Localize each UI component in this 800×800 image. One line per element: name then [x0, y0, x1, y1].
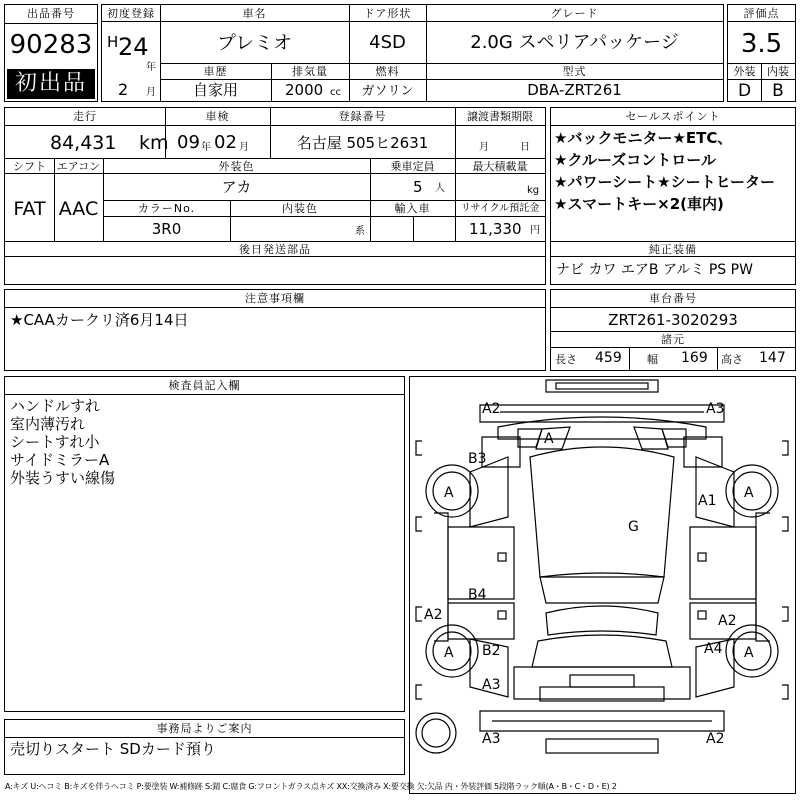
import-label: 輸入車: [394, 202, 431, 215]
office-value: 売切りスタート SDカード預り: [10, 740, 216, 758]
damage-mark: B3: [468, 451, 487, 467]
transfer-month-unit: 月: [479, 142, 489, 153]
score-value: 3.5: [740, 29, 783, 59]
inspector-note-line: ハンドルすれ: [10, 397, 101, 415]
damage-mark: A2: [718, 613, 737, 629]
length-label: 長さ: [555, 353, 577, 366]
first-reg-month-unit: 月: [146, 87, 156, 98]
capacity-unit: 人: [435, 183, 445, 194]
mileage-value: 84,431: [50, 132, 117, 154]
shift-label: シフト: [13, 160, 46, 173]
sales-point-line: ★スマートキー×2(車内): [554, 195, 724, 213]
transfer-day-unit: 日: [520, 142, 530, 153]
history-label: 車歴: [203, 65, 228, 78]
displacement-value: 2000: [285, 81, 324, 99]
damage-mark: A3: [482, 731, 501, 747]
damage-mark: B4: [468, 587, 487, 603]
inspector-box: [4, 376, 405, 712]
displacement-unit: cc: [330, 87, 341, 98]
ext-score: D: [737, 81, 752, 101]
int-color-unit: 系: [355, 226, 365, 237]
int-color-label: 内装色: [282, 202, 318, 215]
damage-mark: A4: [704, 641, 723, 657]
first-listing-badge: 初出品: [7, 69, 95, 99]
sales-point-line: ★クルーズコントロール: [554, 151, 716, 169]
grade-value: 2.0G スペリアパッケージ: [470, 32, 679, 53]
equipment-value: ナビ カワ エアB アルミ PS PW: [556, 262, 753, 278]
ext-score-label: 外装: [733, 65, 756, 78]
recycle-value: 11,330: [469, 220, 522, 238]
ext-color-label: 外装色: [218, 160, 255, 173]
inspection-month: 02: [214, 132, 237, 153]
plate-label: 登録番号: [338, 110, 387, 123]
damage-mark: A2: [706, 731, 725, 747]
chassis-label: 車台番号: [649, 292, 697, 305]
width-label: 幅: [647, 353, 658, 366]
car-name-value: プレミオ: [216, 32, 293, 54]
int-score-label: 内装: [767, 65, 789, 78]
model-value: DBA-ZRT261: [527, 81, 622, 99]
inspector-note-line: 室内薄汚れ: [10, 415, 86, 433]
office-label: 事務局よりご案内: [156, 722, 253, 735]
damage-mark: A: [744, 485, 754, 501]
ac-value: AAC: [58, 198, 99, 220]
inspector-label: 検査員記入欄: [168, 379, 241, 392]
int-score: B: [772, 81, 784, 101]
sales-box: [550, 107, 796, 285]
notes-box: [4, 289, 546, 371]
color-no-label: カラーNo.: [137, 202, 196, 215]
main-box: [101, 4, 724, 102]
sales-label: セールスポイント: [625, 110, 721, 123]
recycle-unit: 円: [530, 225, 540, 236]
lot-label: 出品番号: [27, 7, 75, 20]
damage-mark: B2: [482, 643, 501, 659]
first-reg-year: 24: [118, 33, 149, 61]
shift-value: FAT: [13, 198, 46, 220]
equipment-label: 純正装備: [649, 243, 697, 256]
damage-mark: G: [628, 519, 639, 535]
chassis-box: [550, 289, 796, 371]
door-value: 4SD: [369, 32, 406, 53]
load-label: 最大積載量: [472, 160, 528, 173]
damage-mark: A3: [482, 677, 501, 693]
door-label: ドア形状: [363, 7, 412, 20]
notes-value: ★CAAカークリ済6月14日: [10, 311, 189, 329]
capacity-label: 乗車定員: [390, 160, 435, 173]
height-label: 高さ: [721, 353, 743, 366]
fuel-value: ガソリン: [361, 84, 414, 99]
damage-mark: A: [444, 645, 454, 661]
model-label: 型式: [562, 65, 587, 78]
height-value: 147: [759, 350, 786, 366]
row2-box: [4, 107, 546, 285]
inspector-note-line: シートすれ小: [10, 433, 100, 451]
grade-label: グレード: [550, 7, 599, 20]
office-box: [4, 719, 405, 775]
first-reg-era: H: [107, 33, 119, 51]
damage-mark: A: [544, 431, 554, 447]
capacity-value: 5: [413, 178, 423, 196]
plate-value: 名古屋 505ヒ2631: [296, 134, 429, 152]
mileage-unit: km: [139, 132, 169, 154]
displacement-label: 排気量: [292, 65, 328, 78]
legend: A:キズ U:ヘコミ B:キズを伴うヘコミ P:要塗装 W:補修跡 S:錆 C:腐食 G:フロントガラス点キズ XX:交換済み X:要交換 欠:欠品 内・外装評価 5段階ラック順(A・B・C・D・E) 2: [5, 782, 617, 791]
history-value: 自家用: [192, 81, 238, 99]
first-reg-label: 初度登録: [107, 7, 155, 20]
car-name-label: 車名: [242, 7, 267, 20]
ext-color-value: アカ: [221, 178, 252, 196]
score-box: [727, 4, 796, 102]
ac-label: エアコン: [56, 160, 101, 173]
inspection-label: 車検: [205, 110, 230, 123]
damage-mark: A2: [482, 401, 501, 417]
sales-point-line: ★パワーシート★シートヒーター: [554, 173, 775, 191]
damage-mark: A: [444, 485, 454, 501]
later-parts-label: 後日発送部品: [239, 243, 311, 256]
transfer-label: 譲渡書類期限: [467, 110, 533, 123]
score-label: 評価点: [743, 7, 780, 20]
car-diagram: [410, 377, 794, 792]
sales-point-line: ★バックモニター★ETC、: [554, 129, 733, 147]
notes-label: 注意事項欄: [245, 292, 305, 305]
recycle-label: リサイクル預託金: [460, 203, 540, 214]
first-reg-year-unit: 年: [146, 62, 156, 73]
inspector-note-line: 外装うすい線傷: [10, 469, 116, 487]
damage-mark: A: [744, 645, 754, 661]
dims-label: 諸元: [661, 333, 685, 346]
chassis-value: ZRT261-3020293: [608, 311, 738, 329]
damage-mark: A1: [698, 493, 717, 509]
inspection-month-unit: 月: [239, 142, 249, 153]
length-value: 459: [595, 350, 622, 366]
inspection-year: 09: [177, 132, 200, 153]
width-value: 169: [681, 350, 708, 366]
color-no-value: 3R0: [151, 220, 182, 238]
load-unit: kg: [527, 185, 540, 196]
damage-mark: A3: [706, 401, 725, 417]
diagram-box: [409, 376, 796, 794]
mileage-label: 走行: [73, 110, 97, 123]
fuel-label: 燃料: [375, 65, 400, 78]
damage-mark: A2: [424, 607, 443, 623]
first-reg-month: 2: [118, 80, 129, 99]
inspection-year-unit: 年: [201, 142, 211, 153]
inspector-note-line: サイドミラーA: [10, 451, 110, 469]
lot-number: 90283: [9, 30, 93, 60]
lot-box: [4, 4, 98, 102]
